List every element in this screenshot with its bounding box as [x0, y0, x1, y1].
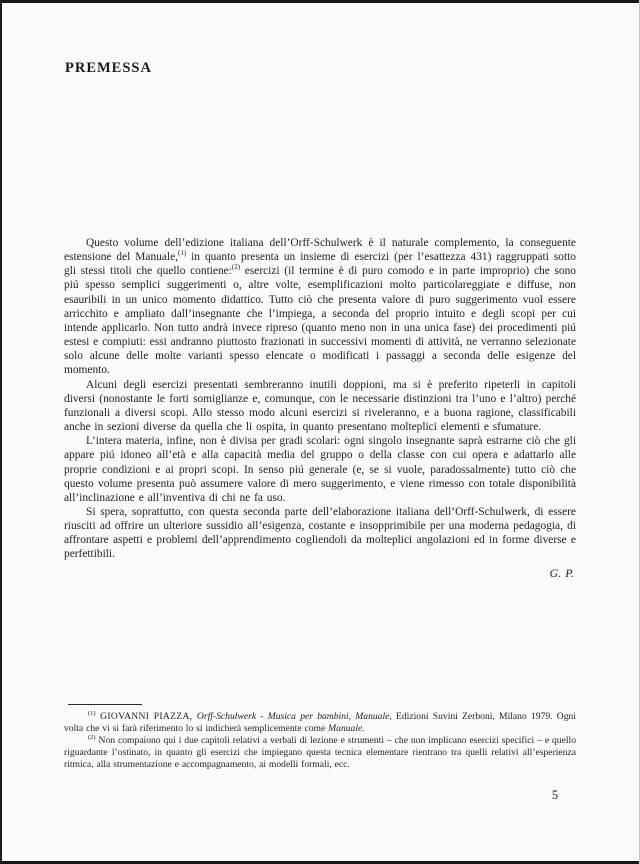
paragraph-1-text-c: esercizi (il termine è di puro comodo e in parte improprio) che sono piú spesso semplici suggerimenti o, altre volte, esemplificazioni molto particolareggiate e diffuse, non esauribili in un unico momento didattico. Tutto ciò che presenta valore di puro suggerimento vuol essere arricchito e ampliato dall’insegnante che l’impiega, a seconda del proprio intuito e degli scopi per cui intende applicarlo. Non tutto andrà invece ripreso (quanto meno non in una unica fase) dei procedimenti piú estesi e compiuti: essi andranno piuttosto frazionati in successivi momenti di attività, ne verranno selezionate solo alcune delle molte varianti spesso elencate o modificati i passaggi a seconda delle esigenze del momento. [64, 265, 576, 377]
paragraph-4: Si spera, soprattutto, con questa seconda parte dell’elaborazione italiana dell’Orff-Schulwerk, di essere riusciti ad offrire un ulteriore sussidio all’esigenza, costante e insopprimibile per una moderna pedagogia, di affrontare aspetti e problemi dell’apprendimento cogliendoli da molteplici angolazioni ed in forme diverse e perfettibili. [64, 505, 576, 561]
scan-edge-left [0, 0, 2, 864]
page-title: PREMESSA [65, 60, 152, 76]
footnote-1-book-title: Orff-Schulwerk - Musica per bambini, Manuale, [196, 711, 392, 722]
footnote-ref-1: (1) [178, 249, 187, 258]
page-number: 5 [551, 788, 559, 802]
footnote-1 [64, 711, 576, 735]
footnote-divider [68, 704, 142, 705]
paragraph-1-text-a: Questo volume dell’edizione italiana dell’Orff-Schulwerk è il naturale complemento, la conseguente estensione del Manuale, [64, 237, 576, 264]
paragraph-1-text-b: in quanto presenta un insieme di esercizi (per l’esattezza 431) raggruppati sotto gli stessi titoli che quello contiene: [64, 251, 576, 278]
footnote-2 [64, 735, 576, 771]
footnote-1-author: GIOVANNI PIAZZA, [95, 711, 197, 722]
footnote-1-marker: (1) [88, 709, 96, 717]
footnote-ref-2: (2) [231, 263, 241, 272]
footnotes-section [64, 704, 576, 771]
author-initials: G. P. [549, 565, 574, 580]
footnote-1-publisher: Edizioni Suvini Zerboni, Milano 1979. Ogni volta che vi si farà riferimento lo si indicherà semplicemente come [64, 711, 576, 734]
paragraph-1 [64, 236, 576, 378]
body-text [64, 236, 576, 580]
footnote-1-manuale: Manuale. [328, 723, 365, 734]
paragraph-3: L’intera materia, infine, non è divisa per gradi scolari: ogni singolo insegnante saprà estrarne ciò che gli appare piú idoneo all’età e alla capacità media del gruppo o della classe con cui opera e adattarlo alle proprie condizioni e ai propri scopi. In senso piú generale (e, se si vuole, paradossalmente) tutto ciò che questo volume presenta può assumere valore di mero suggerimento, e viene rimesso con totale disponibilità all’inclinazione e all’inventiva di chi ne fa uso. [64, 435, 576, 504]
footnote-2-marker: (2) [88, 733, 96, 741]
paragraph-2: Alcuni degli esercizi presentati sembreranno inutili doppioni, ma si è preferito ripeterli in capitoli diversi (nonostante le forti somiglianze e, comunque, con le necessarie distinzioni tra l’uno e l’altro) perché funzionali a diversi scopi. Allo stesso modo alcuni esercizi si riveleranno, e a buona ragione, classificabili anche in sezioni diverse da quella che li ospita, in quanto presentano molteplici elementi e sfumature. [64, 378, 576, 434]
scan-edge-top [0, 0, 640, 3]
footnote-2-text: Non compaiono qui i due capitoli relativi a verbali di lezione e strumenti – che non implicano esercizi specifici – e quello riguardante l’ostinato, in quanto gli esercizi che impiegano questa tecnica elementare rientrano tra quelli relativi all’esperienza ritmica, alla strumentazione e accompagnamento, ai modelli formali, ecc. [64, 735, 576, 770]
